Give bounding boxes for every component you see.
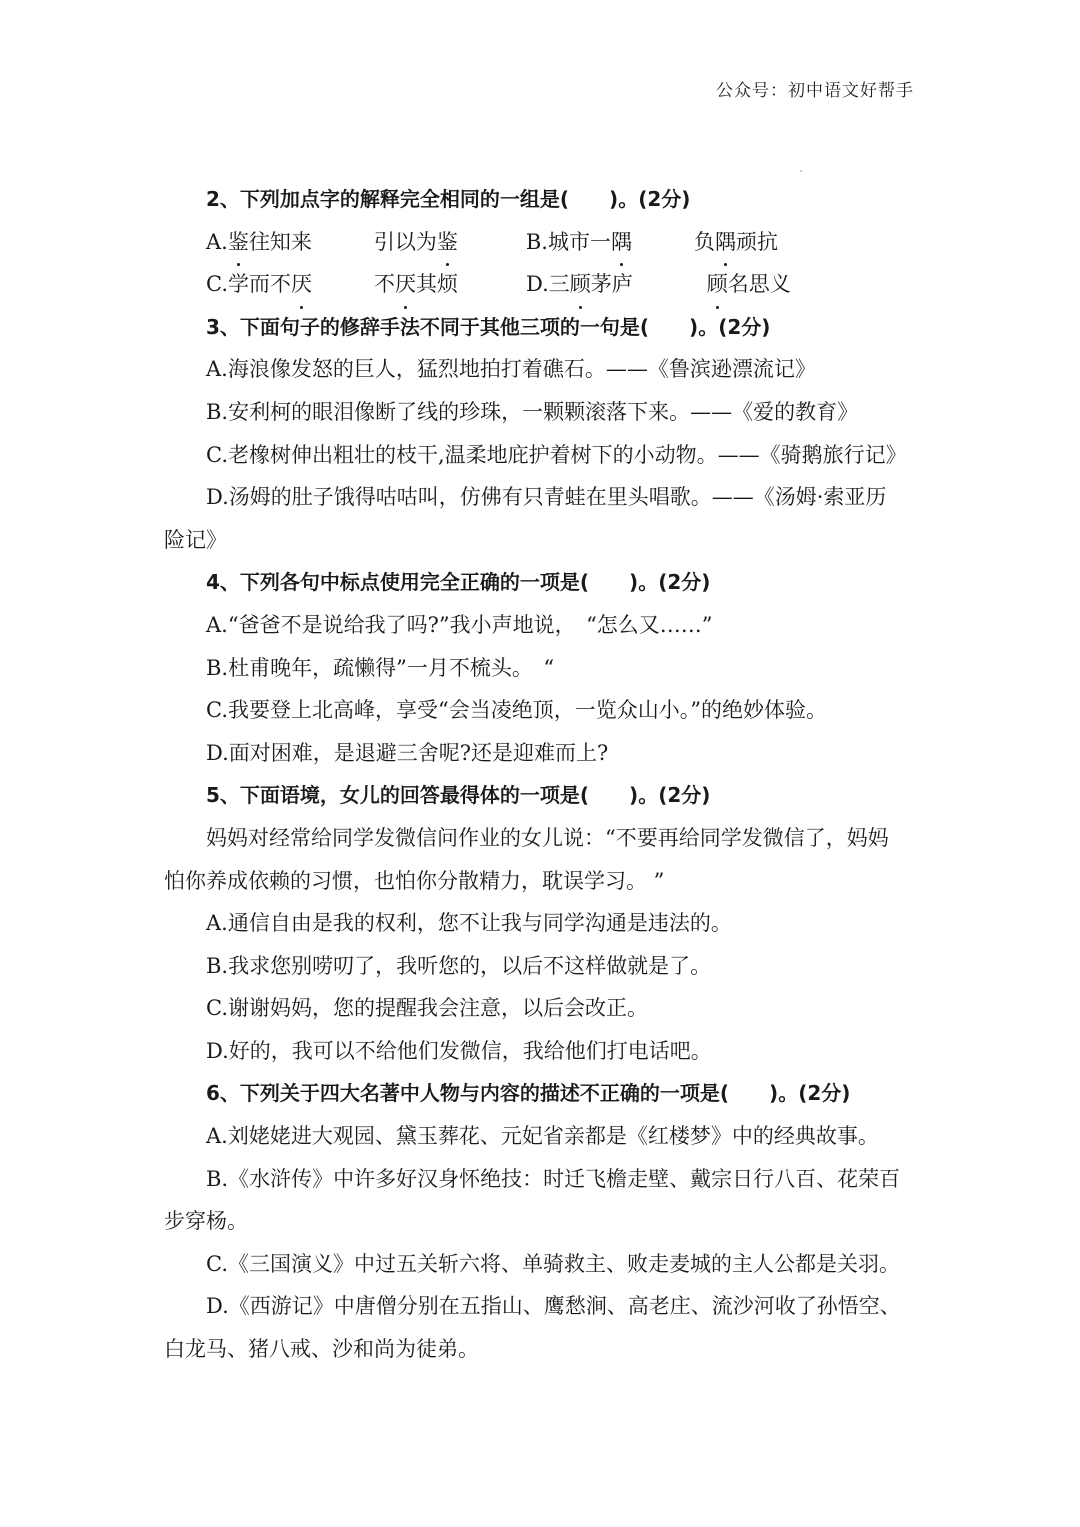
option-label-a: A. <box>206 229 228 254</box>
question-6-stem: 6、下列关于四大名著中人物与内容的描述不正确的一项是( )。(2分) <box>206 1081 851 1106</box>
option-c-word2: 不厌其烦 <box>374 263 526 306</box>
question-3-stem: 3、下面句子的修辞手法不同于其他三项的一句是( )。(2分) <box>206 314 771 339</box>
question-2-options-row2 <box>164 263 924 306</box>
question-3-option-a: A.海浪像发怒的巨人，猛烈地拍打着礁石。——《鲁滨逊漂流记》 <box>206 357 816 382</box>
question-4-option-c: C.我要登上北高峰，享受“会当凌绝顶，一览众山小。”的绝妙体验。 <box>206 698 827 723</box>
option-a-word1: 鉴往知来 <box>228 221 374 264</box>
question-5-stem: 5、下面语境，女儿的回答最得体的一项是( )。(2分) <box>206 783 711 808</box>
question-6-option-c: C.《三国演义》中过五关斩六将、单骑救主、败走麦城的主人公都是关羽。 <box>206 1251 900 1276</box>
option-b-word2: 负隅顽抗 <box>694 230 778 254</box>
question-3-option-c: C.老橡树伸出粗壮的枝干,温柔地庇护着树下的小动物。——《骑鹅旅行记》 <box>206 442 907 467</box>
question-4-option-a: A.“爸爸不是说给我了吗?”我小声地说， “怎么又……” <box>206 612 713 637</box>
question-6-option-b-cont: 步穿杨。 <box>164 1209 248 1234</box>
option-label-b: B. <box>525 229 548 254</box>
option-b-word1: 城市一隅 <box>548 221 694 264</box>
question-6-option-a: A.刘姥姥进大观园、黛玉葬花、元妃省亲都是《红楼梦》中的经典故事。 <box>206 1124 879 1149</box>
option-d-word2: 顾名思义 <box>707 272 791 296</box>
question-3-option-d-cont: 险记》 <box>164 527 227 552</box>
question-3-option-d: D.汤姆的肚子饿得咕咕叫，仿佛有只青蛙在里头唱歌。——《汤姆·索亚历 <box>206 485 887 510</box>
option-label-d: D. <box>526 272 549 297</box>
question-4-stem: 4、下列各句中标点使用完全正确的一项是( )。(2分) <box>206 570 711 595</box>
dotted-char: 鉴 <box>228 221 249 264</box>
question-4-option-d: D.面对困难，是退避三舍呢?还是迎难而上? <box>206 740 609 765</box>
dotted-char: 顾 <box>570 263 591 306</box>
question-6-option-b: B.《水浒传》中许多好汉身怀绝技：时迁飞檐走壁、戴宗日行八百、花荣百 <box>206 1166 901 1191</box>
dotted-char: 顾 <box>707 263 728 306</box>
question-5-context: 妈妈对经常给同学发微信问作业的女儿说：“不要再给同学发微信了，妈妈 <box>206 825 889 850</box>
question-4-option-b: B.杜甫晚年，疏懒得”一月不梳头。 “ <box>206 655 555 680</box>
page-header: 公众号：初中语文好帮手 <box>716 81 914 101</box>
question-5-option-c: C.谢谢妈妈，您的提醒我会注意，以后会改正。 <box>206 996 648 1021</box>
option-d-word1: 三顾茅庐 <box>549 263 707 306</box>
dotted-char: 厌 <box>395 263 416 306</box>
question-6-option-d-cont: 白龙马、猪八戒、沙和尚为徒弟。 <box>164 1337 479 1362</box>
question-5-option-b: B.我求您别唠叨了，我听您的，以后不这样做就是了。 <box>206 953 712 978</box>
scan-speck <box>800 170 802 172</box>
dotted-char: 隅 <box>611 221 632 264</box>
dotted-char: 隅 <box>715 221 736 264</box>
question-5-context-cont: 怕你养成依赖的习惯，也怕你分散精力，耽误学习。 ” <box>164 868 665 893</box>
question-5-option-d: D.好的，我可以不给他们发微信，我给他们打电话吧。 <box>206 1038 712 1063</box>
option-a-word2: 引以为鉴 <box>374 221 526 264</box>
question-3-option-b: B.安利柯的眼泪像断了线的珍珠，一颗颗滚落下来。——《爱的教育》 <box>206 399 859 424</box>
exam-content <box>164 178 924 1371</box>
option-label-c: C. <box>206 272 228 297</box>
question-6-option-d: D.《西游记》中唐僧分别在五指山、鹰愁涧、高老庄、流沙河收了孙悟空、 <box>206 1294 901 1319</box>
option-c-word1: 学而不厌 <box>228 263 374 306</box>
dotted-char: 厌 <box>291 263 312 306</box>
dotted-char: 鉴 <box>437 221 458 264</box>
question-2-options-row1 <box>164 221 924 264</box>
question-2-stem: 2、下列加点字的解释完全相同的一组是( )。(2分) <box>206 187 691 211</box>
question-5-option-a: A.通信自由是我的权利，您不让我与同学沟通是违法的。 <box>206 911 732 936</box>
